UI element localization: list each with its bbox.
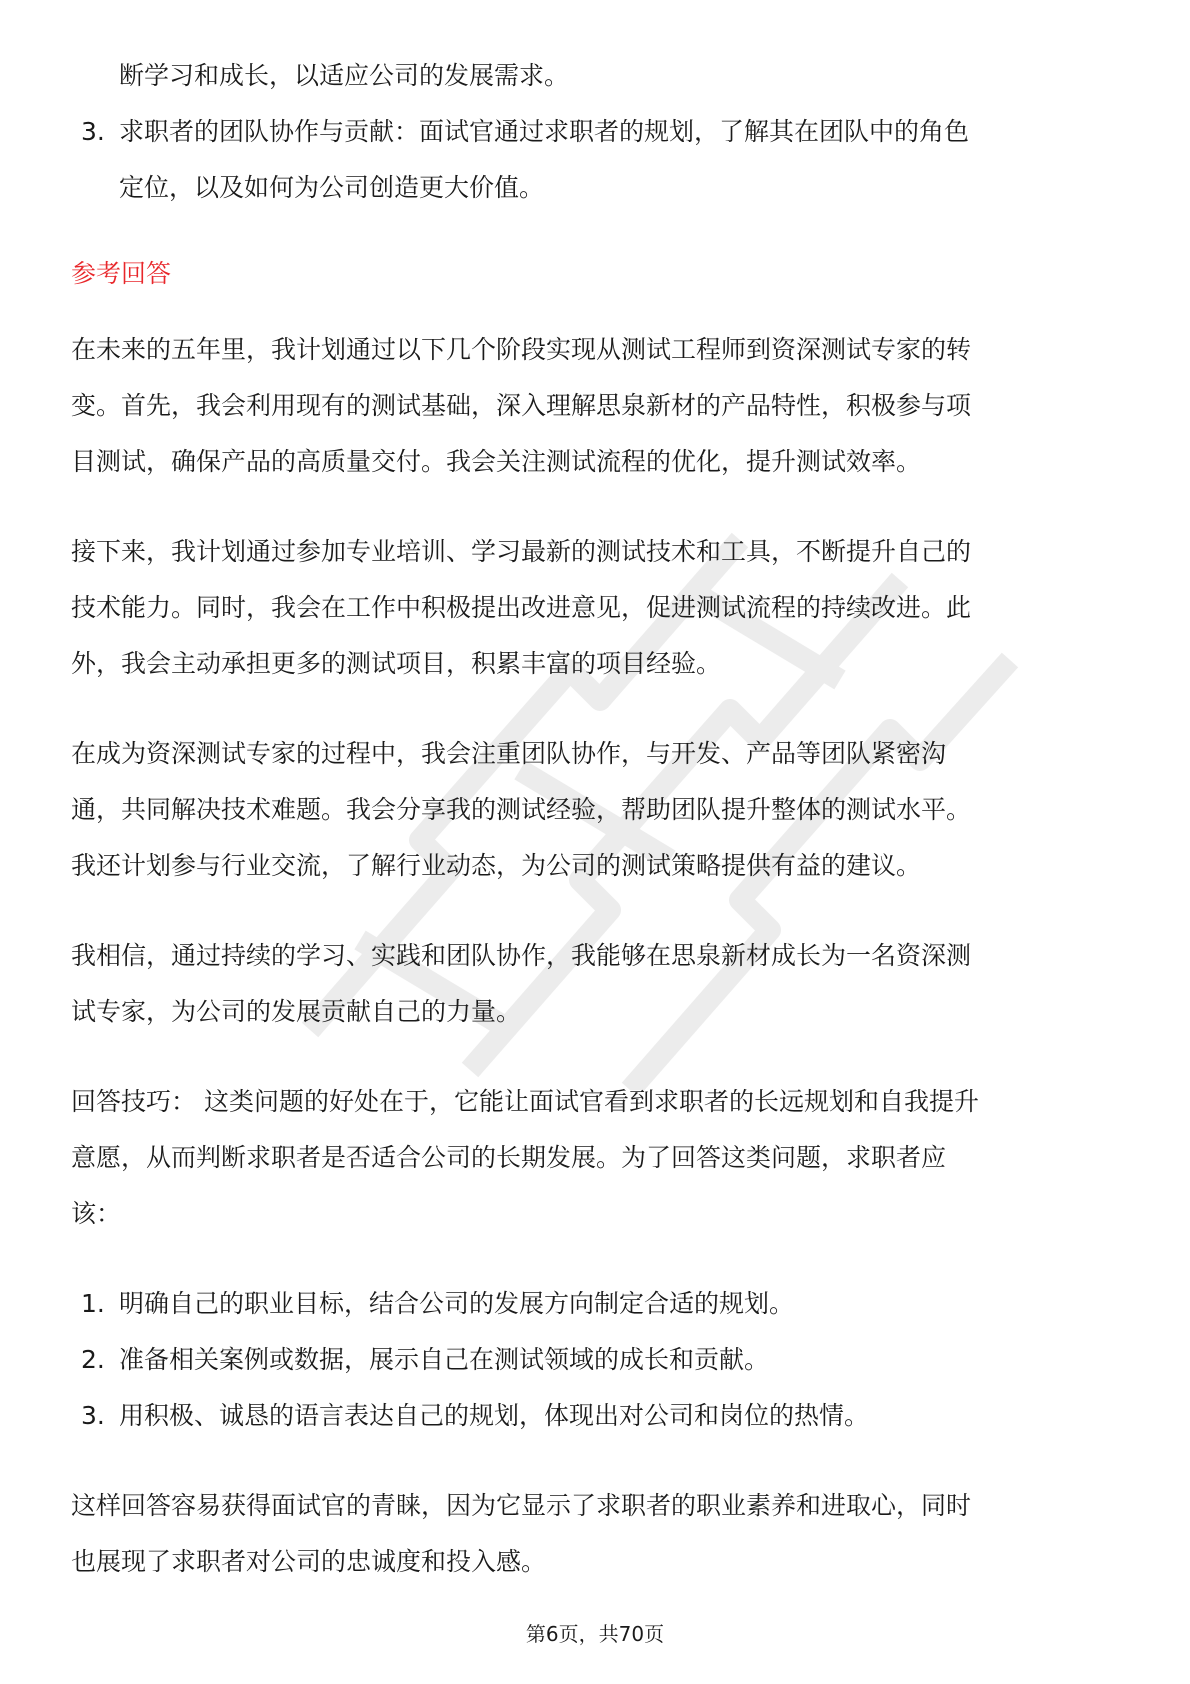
- answer-p2-line-2: 技术能力。同时，我会在工作中积极提出改进意见，促进测试流程的持续改进。此: [71, 593, 972, 622]
- list-item-3-number: 3.: [81, 117, 105, 146]
- list-item-3-line-2: 定位，以及如何为公司创造更大价值。: [119, 173, 545, 202]
- tips-item-1-number: 1.: [81, 1289, 105, 1318]
- tips-item-3-text: 用积极、诚恳的语言表达自己的规划，体现出对公司和岗位的热情。: [119, 1401, 870, 1430]
- tips-item-2-number: 2.: [81, 1345, 105, 1374]
- answer-p4-line-2: 试专家，为公司的发展贡献自己的力量。: [71, 997, 522, 1026]
- tips-item-1-text: 明确自己的职业目标，结合公司的发展方向制定合适的规划。: [119, 1289, 795, 1318]
- answer-p1-line-3: 目测试，确保产品的高质量交付。我会关注测试流程的优化，提升测试效率。: [71, 447, 922, 476]
- list-item-2-continuation: 断学习和成长，以适应公司的发展需求。: [119, 61, 570, 90]
- answer-heading: 参考回答: [71, 259, 172, 288]
- tips-line-3: 该：: [71, 1199, 122, 1228]
- answer-p4-line-1: 我相信，通过持续的学习、实践和团队协作，我能够在思泉新材成长为一名资深测: [71, 941, 972, 970]
- tips-line-1: 回答技巧： 这类问题的好处在于，它能让面试官看到求职者的长远规划和自我提升: [71, 1087, 979, 1116]
- answer-p3-line-1: 在成为资深测试专家的过程中，我会注重团队协作，与开发、产品等团队紧密沟: [71, 739, 947, 768]
- answer-p2-line-3: 外，我会主动承担更多的测试项目，积累丰富的项目经验。: [71, 649, 722, 678]
- answer-p2-line-1: 接下来，我计划通过参加专业培训、学习最新的测试技术和工具，不断提升自己的: [71, 537, 972, 566]
- tips-line-2: 意愿，从而判断求职者是否适合公司的长期发展。为了回答这类问题，求职者应: [71, 1143, 947, 1172]
- answer-p1-line-1: 在未来的五年里，我计划通过以下几个阶段实现从测试工程师到资深测试专家的转: [71, 335, 972, 364]
- tips-item-3-number: 3.: [81, 1401, 105, 1430]
- list-item-3-line-1: 求职者的团队协作与贡献：面试官通过求职者的规划，了解其在团队中的角色: [119, 117, 970, 146]
- page-number-footer: 第6页，共70页: [525, 1622, 665, 1646]
- tips-item-2-text: 准备相关案例或数据，展示自己在测试领域的成长和贡献。: [119, 1345, 770, 1374]
- closing-line-2: 也展现了求职者对公司的忠诚度和投入感。: [71, 1547, 547, 1576]
- closing-line-1: 这样回答容易获得面试官的青睐，因为它显示了求职者的职业素养和进取心，同时: [71, 1491, 972, 1520]
- answer-p3-line-2: 通，共同解决技术难题。我会分享我的测试经验，帮助团队提升整体的测试水平。: [71, 795, 972, 824]
- answer-p1-line-2: 变。首先，我会利用现有的测试基础，深入理解思泉新材的产品特性，积极参与项: [71, 391, 972, 420]
- answer-p3-line-3: 我还计划参与行业交流，了解行业动态，为公司的测试策略提供有益的建议。: [71, 851, 922, 880]
